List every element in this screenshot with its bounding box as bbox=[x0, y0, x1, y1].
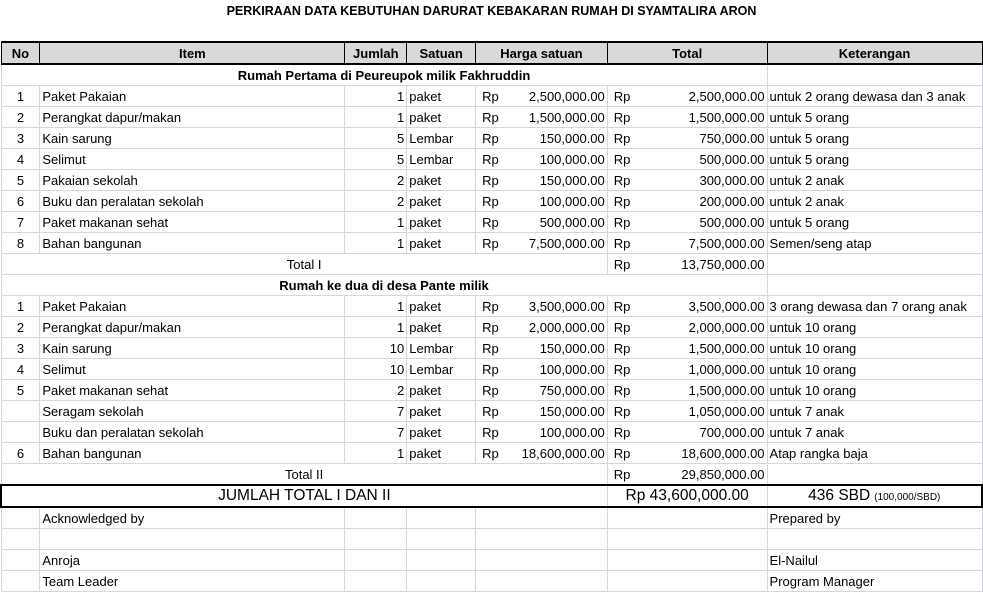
amount-value: 3,500,000.00 bbox=[528, 298, 605, 314]
currency-label: Rp bbox=[613, 361, 631, 377]
empty-cell[interactable] bbox=[1, 571, 40, 592]
cell-no[interactable]: 8 bbox=[1, 233, 40, 254]
table-row bbox=[1, 317, 982, 338]
cell-jumlah[interactable]: 5 bbox=[345, 128, 407, 149]
currency-label: Rp bbox=[482, 424, 499, 440]
section1-total-label[interactable]: Total I bbox=[1, 254, 607, 275]
currency-label: Rp bbox=[613, 445, 631, 461]
currency-label: Rp bbox=[613, 151, 631, 167]
empty-cell[interactable] bbox=[1, 550, 40, 571]
currency-label: Rp bbox=[482, 340, 499, 356]
cell-jumlah[interactable]: 7 bbox=[345, 422, 407, 443]
cell-satuan[interactable]: paket bbox=[407, 380, 476, 401]
empty-cell[interactable] bbox=[476, 550, 608, 571]
cell-keterangan[interactable]: 3 orang dewasa dan 7 orang anak bbox=[767, 296, 982, 317]
cell-keterangan[interactable]: untuk 5 orang bbox=[767, 107, 982, 128]
cell-total[interactable] bbox=[607, 422, 767, 443]
currency-label: Rp bbox=[613, 235, 631, 251]
currency-label: Rp bbox=[482, 109, 499, 125]
cell-satuan[interactable]: paket bbox=[407, 443, 476, 464]
amount-value: 150,000.00 bbox=[539, 403, 605, 419]
currency-label: Rp bbox=[613, 466, 631, 482]
cell-jumlah[interactable]: 1 bbox=[345, 107, 407, 128]
cell-total[interactable] bbox=[607, 233, 767, 254]
currency-label: Rp bbox=[613, 319, 631, 335]
cell-item[interactable]: Pakaian sekolah bbox=[40, 170, 345, 191]
cell-item[interactable]: Perangkat dapur/makan bbox=[40, 107, 345, 128]
cell-harga[interactable] bbox=[476, 422, 608, 443]
currency-label: Rp bbox=[482, 319, 499, 335]
amount-value: 200,000.00 bbox=[699, 193, 765, 209]
amount-value: 18,600,000.00 bbox=[521, 445, 605, 461]
currency-label: Rp bbox=[613, 88, 631, 104]
currency-label: Rp bbox=[482, 235, 499, 251]
cell-item[interactable]: Selimut bbox=[40, 149, 345, 170]
cell-total[interactable] bbox=[607, 107, 767, 128]
cell-satuan[interactable]: paket bbox=[407, 401, 476, 422]
amount-value: 18,600,000.00 bbox=[681, 445, 765, 461]
header-total[interactable]: Total bbox=[607, 42, 767, 64]
cell-jumlah[interactable]: 1 bbox=[345, 443, 407, 464]
cell-total[interactable] bbox=[607, 338, 767, 359]
cell-satuan[interactable]: paket bbox=[407, 317, 476, 338]
cell-item[interactable]: Perangkat dapur/makan bbox=[40, 317, 345, 338]
cell-satuan[interactable]: paket bbox=[407, 422, 476, 443]
currency-label: Rp bbox=[613, 298, 631, 314]
amount-value: 500,000.00 bbox=[699, 214, 765, 230]
empty-cell[interactable] bbox=[607, 550, 767, 571]
cell-item[interactable]: Kain sarung bbox=[40, 128, 345, 149]
empty-cell[interactable] bbox=[607, 571, 767, 592]
cell-item[interactable]: Paket Pakaian bbox=[40, 86, 345, 107]
currency-label: Rp bbox=[613, 382, 631, 398]
header-item[interactable]: Item bbox=[40, 42, 345, 64]
amount-value: 150,000.00 bbox=[539, 340, 605, 356]
grand-total-row bbox=[1, 485, 982, 507]
currency-label: Rp bbox=[613, 256, 631, 272]
currency-label: Rp bbox=[482, 382, 499, 398]
empty-cell[interactable] bbox=[345, 571, 407, 592]
cell-keterangan[interactable]: untuk 10 orang bbox=[767, 380, 982, 401]
cell-satuan[interactable]: paket bbox=[407, 233, 476, 254]
cell-total[interactable] bbox=[607, 128, 767, 149]
table-row bbox=[1, 443, 982, 464]
empty-cell[interactable] bbox=[1, 529, 40, 550]
cell-satuan[interactable]: paket bbox=[407, 212, 476, 233]
cell-no[interactable]: 5 bbox=[1, 170, 40, 191]
cell-no[interactable]: 2 bbox=[1, 317, 40, 338]
empty-cell[interactable] bbox=[407, 550, 476, 571]
cell-item[interactable]: Buku dan peralatan sekolah bbox=[40, 422, 345, 443]
amount-value: 700,000.00 bbox=[699, 424, 765, 440]
cell-harga[interactable] bbox=[476, 149, 608, 170]
cell-total[interactable] bbox=[607, 380, 767, 401]
grand-total-sbd[interactable] bbox=[767, 485, 982, 507]
cell-harga[interactable] bbox=[476, 401, 608, 422]
section2-total-label[interactable]: Total II bbox=[1, 464, 607, 486]
cell-jumlah[interactable]: 7 bbox=[345, 401, 407, 422]
amount-value: 1,500,000.00 bbox=[688, 382, 765, 398]
table-row bbox=[1, 233, 982, 254]
cell-no[interactable]: 4 bbox=[1, 149, 40, 170]
empty-cell[interactable] bbox=[407, 507, 476, 529]
empty-cell[interactable] bbox=[767, 464, 982, 486]
cell-no[interactable]: 3 bbox=[1, 338, 40, 359]
cell-harga[interactable] bbox=[476, 380, 608, 401]
currency-label: Rp bbox=[613, 172, 631, 188]
cell-keterangan[interactable]: untuk 2 anak bbox=[767, 170, 982, 191]
amount-value: 2,500,000.00 bbox=[528, 88, 605, 104]
currency-label: Rp bbox=[482, 151, 499, 167]
cell-keterangan[interactable]: untuk 7 anak bbox=[767, 401, 982, 422]
empty-cell[interactable] bbox=[407, 529, 476, 550]
signature-row bbox=[1, 571, 982, 592]
empty-cell[interactable] bbox=[476, 529, 608, 550]
cell-keterangan[interactable]: untuk 2 anak bbox=[767, 191, 982, 212]
cell-harga[interactable] bbox=[476, 443, 608, 464]
cell-item[interactable]: Bahan bangunan bbox=[40, 233, 345, 254]
currency-label: Rp bbox=[482, 88, 499, 104]
sbd-value: 436 SBD bbox=[808, 487, 871, 504]
cell-satuan[interactable]: Lembar bbox=[407, 149, 476, 170]
cell-no[interactable]: 7 bbox=[1, 212, 40, 233]
header-keterangan[interactable]: Keterangan bbox=[767, 42, 982, 64]
grand-total-value[interactable]: Rp 43,600,000.00 bbox=[607, 485, 767, 507]
cell-no[interactable]: 1 bbox=[1, 296, 40, 317]
amount-value: 100,000.00 bbox=[539, 361, 605, 377]
cell-satuan[interactable]: paket bbox=[407, 296, 476, 317]
cell-harga[interactable] bbox=[476, 107, 608, 128]
cell-no[interactable] bbox=[1, 401, 40, 422]
cell-total[interactable] bbox=[607, 359, 767, 380]
signature-row bbox=[1, 529, 982, 550]
amount-value: 100,000.00 bbox=[539, 193, 605, 209]
currency-label: Rp bbox=[613, 403, 631, 419]
empty-cell[interactable] bbox=[767, 254, 982, 275]
table-row bbox=[1, 107, 982, 128]
empty-cell[interactable] bbox=[1, 507, 40, 529]
amount-value: 750,000.00 bbox=[539, 382, 605, 398]
amount-value: 1,500,000.00 bbox=[688, 109, 765, 125]
empty-cell[interactable] bbox=[407, 571, 476, 592]
table-row bbox=[1, 422, 982, 443]
amount-value: 3,500,000.00 bbox=[688, 298, 765, 314]
cell-jumlah[interactable]: 1 bbox=[345, 296, 407, 317]
cell-no[interactable]: 3 bbox=[1, 128, 40, 149]
cell-jumlah[interactable]: 2 bbox=[345, 380, 407, 401]
cell-harga[interactable] bbox=[476, 233, 608, 254]
header-harga[interactable]: Harga satuan bbox=[476, 42, 608, 64]
cell-satuan[interactable]: paket bbox=[407, 86, 476, 107]
cell-keterangan[interactable]: untuk 10 orang bbox=[767, 338, 982, 359]
budget-table bbox=[0, 41, 983, 592]
sbd-rate: (100,000/SBD) bbox=[874, 492, 941, 503]
cell-keterangan[interactable]: untuk 10 orang bbox=[767, 359, 982, 380]
table-row bbox=[1, 401, 982, 422]
cell-no[interactable]: 6 bbox=[1, 443, 40, 464]
cell-keterangan[interactable]: Atap rangka baja bbox=[767, 443, 982, 464]
section1-total-value[interactable] bbox=[607, 254, 767, 275]
currency-label: Rp bbox=[613, 130, 631, 146]
cell-satuan[interactable]: Lembar bbox=[407, 338, 476, 359]
amount-value: 7,500,000.00 bbox=[688, 235, 765, 251]
table-row bbox=[1, 191, 982, 212]
cell-keterangan[interactable]: untuk 2 orang dewasa dan 3 anak bbox=[767, 86, 982, 107]
left-signer-role[interactable]: Team Leader bbox=[40, 571, 345, 592]
table-row bbox=[1, 359, 982, 380]
currency-label: Rp bbox=[613, 109, 631, 125]
cell-keterangan[interactable]: untuk 5 orang bbox=[767, 212, 982, 233]
amount-value: 100,000.00 bbox=[539, 424, 605, 440]
empty-cell[interactable] bbox=[345, 507, 407, 529]
cell-total[interactable] bbox=[607, 191, 767, 212]
cell-harga[interactable] bbox=[476, 191, 608, 212]
cell-jumlah[interactable]: 1 bbox=[345, 317, 407, 338]
empty-cell[interactable] bbox=[607, 529, 767, 550]
amount-value: 7,500,000.00 bbox=[528, 235, 605, 251]
empty-cell[interactable] bbox=[476, 571, 608, 592]
cell-no[interactable]: 4 bbox=[1, 359, 40, 380]
cell-item[interactable]: Kain sarung bbox=[40, 338, 345, 359]
cell-keterangan[interactable]: untuk 5 orang bbox=[767, 128, 982, 149]
header-no[interactable]: No bbox=[1, 42, 40, 64]
section2-total-row bbox=[1, 464, 982, 486]
right-signer-role[interactable]: Program Manager bbox=[767, 571, 982, 592]
cell-total[interactable] bbox=[607, 296, 767, 317]
amount-value: 500,000.00 bbox=[539, 214, 605, 230]
cell-satuan[interactable]: Lembar bbox=[407, 359, 476, 380]
cell-total[interactable] bbox=[607, 86, 767, 107]
currency-label: Rp bbox=[482, 361, 499, 377]
cell-item[interactable]: Seragam sekolah bbox=[40, 401, 345, 422]
grand-total-label[interactable]: JUMLAH TOTAL I DAN II bbox=[1, 485, 607, 507]
cell-total[interactable] bbox=[607, 212, 767, 233]
amount-value: 300,000.00 bbox=[699, 172, 765, 188]
acknowledged-label[interactable]: Acknowledged by bbox=[40, 507, 345, 529]
cell-no[interactable] bbox=[1, 422, 40, 443]
table-row bbox=[1, 380, 982, 401]
cell-jumlah[interactable]: 1 bbox=[345, 233, 407, 254]
cell-harga[interactable] bbox=[476, 359, 608, 380]
currency-label: Rp bbox=[482, 172, 499, 188]
cell-jumlah[interactable]: 1 bbox=[345, 86, 407, 107]
cell-no[interactable]: 5 bbox=[1, 380, 40, 401]
cell-total[interactable] bbox=[607, 170, 767, 191]
currency-label: Rp bbox=[613, 214, 631, 230]
amount-value: 150,000.00 bbox=[539, 172, 605, 188]
amount-value: 150,000.00 bbox=[539, 130, 605, 146]
header-row bbox=[1, 42, 982, 64]
cell-harga[interactable] bbox=[476, 296, 608, 317]
empty-cell[interactable] bbox=[767, 275, 982, 296]
currency-label: Rp bbox=[613, 193, 631, 209]
section2-total-value[interactable] bbox=[607, 464, 767, 486]
amount-value: 1,000,000.00 bbox=[688, 361, 765, 377]
cell-item[interactable]: Buku dan peralatan sekolah bbox=[40, 191, 345, 212]
table-row bbox=[1, 149, 982, 170]
cell-satuan[interactable]: paket bbox=[407, 107, 476, 128]
section2-heading-row bbox=[1, 275, 982, 296]
section1-heading-row bbox=[1, 64, 982, 86]
currency-label: Rp bbox=[482, 298, 499, 314]
header-satuan[interactable]: Satuan bbox=[407, 42, 476, 64]
currency-label: Rp bbox=[613, 340, 631, 356]
cell-no[interactable]: 1 bbox=[1, 86, 40, 107]
amount-value: 29,850,000.00 bbox=[681, 466, 765, 482]
amount-value: 2,000,000.00 bbox=[528, 319, 605, 335]
currency-label: Rp bbox=[613, 424, 631, 440]
cell-jumlah[interactable]: 1 bbox=[345, 212, 407, 233]
currency-label: Rp bbox=[482, 445, 499, 461]
cell-jumlah[interactable]: 5 bbox=[345, 149, 407, 170]
left-signer-name[interactable]: Anroja bbox=[40, 550, 345, 571]
signature-row bbox=[1, 550, 982, 571]
section1-total-row bbox=[1, 254, 982, 275]
empty-cell[interactable] bbox=[767, 64, 982, 86]
table-row bbox=[1, 338, 982, 359]
empty-cell[interactable] bbox=[476, 507, 608, 529]
currency-label: Rp bbox=[482, 130, 499, 146]
cell-total[interactable] bbox=[607, 149, 767, 170]
currency-label: Rp bbox=[482, 193, 499, 209]
sheet-title: PERKIRAAN DATA KEBUTUHAN DARURAT KEBAKARAN RUMAH DI SYAMTALIRA ARON bbox=[226, 4, 757, 18]
empty-cell[interactable] bbox=[767, 529, 982, 550]
cell-jumlah[interactable]: 2 bbox=[345, 191, 407, 212]
currency-label: Rp bbox=[482, 403, 499, 419]
cell-item[interactable]: Bahan bangunan bbox=[40, 443, 345, 464]
cell-item[interactable]: Paket makanan sehat bbox=[40, 380, 345, 401]
cell-satuan[interactable]: paket bbox=[407, 191, 476, 212]
cell-item[interactable]: Paket Pakaian bbox=[40, 296, 345, 317]
table-row bbox=[1, 86, 982, 107]
prepared-label[interactable]: Prepared by bbox=[767, 507, 982, 529]
table-row bbox=[1, 170, 982, 191]
table-row bbox=[1, 212, 982, 233]
table-row bbox=[1, 128, 982, 149]
cell-satuan[interactable]: Lembar bbox=[407, 128, 476, 149]
cell-keterangan[interactable]: Semen/seng atap bbox=[767, 233, 982, 254]
cell-harga[interactable] bbox=[476, 86, 608, 107]
amount-value: 500,000.00 bbox=[699, 151, 765, 167]
section1-heading[interactable]: Rumah Pertama di Peureupok milik Fakhruddin bbox=[1, 64, 767, 86]
cell-item[interactable]: Paket makanan sehat bbox=[40, 212, 345, 233]
amount-value: 2,500,000.00 bbox=[688, 88, 765, 104]
signature-row bbox=[1, 507, 982, 529]
amount-value: 1,500,000.00 bbox=[528, 109, 605, 125]
header-jumlah[interactable]: Jumlah bbox=[345, 42, 407, 64]
cell-item[interactable]: Selimut bbox=[40, 359, 345, 380]
amount-value: 100,000.00 bbox=[539, 151, 605, 167]
amount-value: 1,500,000.00 bbox=[688, 340, 765, 356]
cell-harga[interactable] bbox=[476, 170, 608, 191]
cell-harga[interactable] bbox=[476, 128, 608, 149]
section2-heading[interactable]: Rumah ke dua di desa Pante milik bbox=[1, 275, 767, 296]
cell-no[interactable]: 6 bbox=[1, 191, 40, 212]
cell-total[interactable] bbox=[607, 317, 767, 338]
cell-jumlah[interactable]: 2 bbox=[345, 170, 407, 191]
empty-cell[interactable] bbox=[345, 529, 407, 550]
cell-jumlah[interactable]: 10 bbox=[345, 359, 407, 380]
cell-keterangan[interactable]: untuk 7 anak bbox=[767, 422, 982, 443]
table-row bbox=[1, 296, 982, 317]
cell-harga[interactable] bbox=[476, 317, 608, 338]
cell-satuan[interactable]: paket bbox=[407, 170, 476, 191]
cell-total[interactable] bbox=[607, 401, 767, 422]
currency-label: Rp bbox=[482, 214, 499, 230]
cell-jumlah[interactable]: 10 bbox=[345, 338, 407, 359]
cell-harga[interactable] bbox=[476, 338, 608, 359]
empty-cell[interactable] bbox=[40, 529, 345, 550]
cell-total[interactable] bbox=[607, 443, 767, 464]
right-signer-name[interactable]: El-Nailul bbox=[767, 550, 982, 571]
amount-value: 13,750,000.00 bbox=[681, 256, 765, 272]
cell-keterangan[interactable]: untuk 5 orang bbox=[767, 149, 982, 170]
empty-cell[interactable] bbox=[345, 550, 407, 571]
cell-no[interactable]: 2 bbox=[1, 107, 40, 128]
amount-value: 1,050,000.00 bbox=[688, 403, 765, 419]
amount-value: 750,000.00 bbox=[699, 130, 765, 146]
amount-value: 2,000,000.00 bbox=[688, 319, 765, 335]
cell-harga[interactable] bbox=[476, 212, 608, 233]
cell-keterangan[interactable]: untuk 10 orang bbox=[767, 317, 982, 338]
empty-cell[interactable] bbox=[607, 507, 767, 529]
